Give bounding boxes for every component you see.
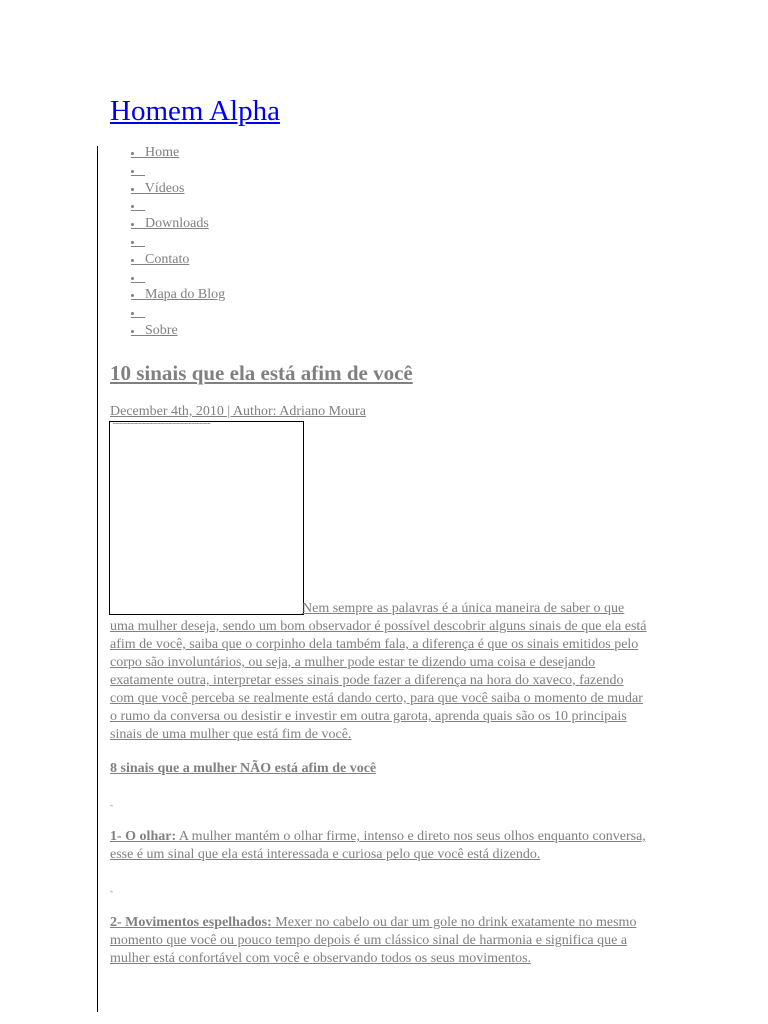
- image-caption-icon: ▪▪▪▪▪▪▪▪▪▪▪▪▪▪▪▪▪▪▪▪▪▪▪▪▪▪▪▪▪▪▪▪▪▪▪▪▪▪▪▪▪▪▪▪▪▪▪▪▪▪▪▪▪▪▪▪▪▪▪▪▪▪▪▪▪▪▪▪▪▪▪▪: [113, 423, 211, 425]
- nav-link-empty[interactable]: [131, 233, 145, 251]
- item-label: 2- Movimentos espelhados:: [110, 915, 272, 930]
- nav-link-sobre[interactable]: Sobre: [145, 322, 178, 338]
- separator: -: [110, 800, 113, 810]
- nav-link-videos[interactable]: Vídeos: [144, 180, 185, 196]
- content-left-border: [97, 146, 98, 1012]
- post-body: [110, 600, 651, 968]
- nav-link-mapa-do-blog[interactable]: Mapa do Blog: [145, 287, 226, 303]
- nav-link-empty[interactable]: [131, 304, 145, 322]
- site-title: [110, 93, 280, 129]
- nav-link-contato[interactable]: Contato: [145, 251, 190, 267]
- post-subheading[interactable]: 8 sinais que a mulher NÃO está afim de você: [110, 761, 377, 776]
- nav-link-empty[interactable]: [131, 162, 145, 180]
- nav-link-home[interactable]: Home: [145, 145, 180, 160]
- list-item[interactable]: [110, 914, 651, 968]
- separator: -: [110, 886, 113, 896]
- item-label: 1- O olhar:: [110, 829, 177, 844]
- nav-link-downloads[interactable]: Downloads: [145, 216, 209, 232]
- site-title-link[interactable]: Homem Alpha: [110, 95, 280, 127]
- post-meta[interactable]: December 4th, 2010 | Author: Adriano Moura: [110, 404, 366, 419]
- post-title[interactable]: 10 sinais que ela está afim de você: [110, 361, 413, 385]
- item-text: A mulher mantém o olhar firme, intenso e direto nos seus olhos enquanto conversa, esse é um sinal que ela está interessada e curiosa pelo que você está dizendo.: [110, 829, 646, 862]
- post-image[interactable]: [109, 421, 304, 615]
- post-intro[interactable]: Nem sempre as palavras é a única maneira de saber o que uma mulher deseja, sendo um bom observador é possível descobrir alguns sinais de que ela está afim de você, saiba que o corpinho dela também fala, a diferença é que os sinais emitidos pelo corpo são involuntários, ou seja, a mulher pode estar te dizendo uma coisa e desejando exatamente outra, interpretar esses sinais pode fazer a diferença na hora do xaveco, fazendo com que você perceba se realmente está dando certo, para que você saiba o momento de mudar o rumo da conversa ou desistir e investir em outra garota, aprenda quais são os 10 principais sinais de uma mulher que está fim de você.: [110, 601, 647, 742]
- list-item[interactable]: [110, 828, 651, 864]
- item-text: Mexer no cabelo ou dar um gole no drink exatamente no mesmo momento que você ou pouco tempo depois é um clássico sinal de harmonia e significa que a mulher está confortável com você e observando todos os seus movimentos.: [110, 915, 637, 966]
- nav-link-empty[interactable]: [131, 197, 145, 215]
- nav-link-empty[interactable]: [131, 269, 145, 287]
